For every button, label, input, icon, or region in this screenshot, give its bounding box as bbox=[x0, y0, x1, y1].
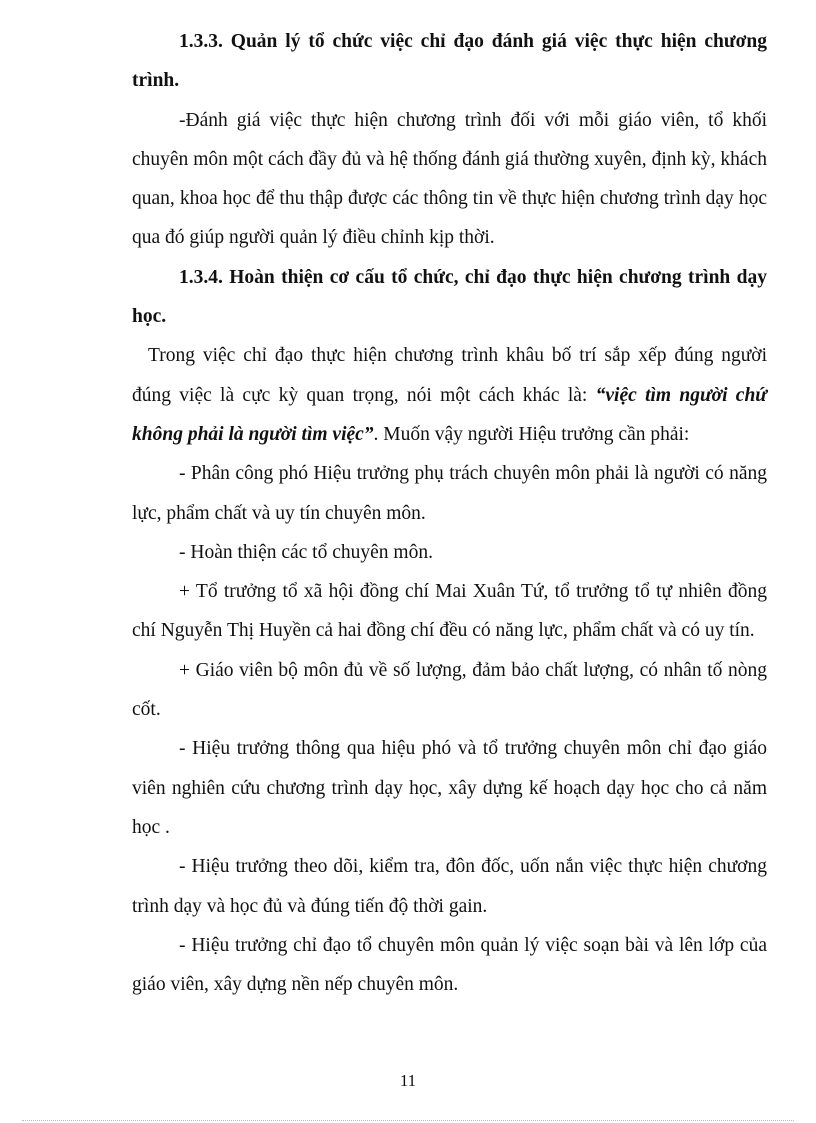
list-item: + Tổ trưởng tổ xã hội đồng chí Mai Xuân Tứ, tổ trưởng tổ tự nhiên đồng chí Nguyễn Thị Huyền cả hai đồng chí đều có năng lực, phẩm chất và có uy tín. bbox=[132, 581, 767, 642]
section-heading-1-3-3: 1.3.3. Quản lý tổ chức việc chỉ đạo đánh giá việc thực hiện chương trình. bbox=[132, 31, 767, 92]
page-number: 11 bbox=[399, 1071, 417, 1090]
list-item: + Giáo viên bộ môn đủ về số lượng, đảm bảo chất lượng, có nhân tố nòng cốt. bbox=[132, 659, 767, 721]
section-heading-1-3-4: 1.3.4. Hoàn thiện cơ cấu tổ chức, chỉ đạo thực hiện chương trình dạy học. bbox=[132, 266, 767, 328]
list-item: - Hiệu trưởng theo dõi, kiểm tra, đôn đốc, uốn nắn việc thực hiện chương trình dạy và học đủ và đúng tiến độ thời gain. bbox=[132, 856, 767, 917]
document-page bbox=[132, 22, 767, 1004]
list-item: - Phân công phó Hiệu trưởng phụ trách chuyên môn phải là người có năng lực, phẩm chất và uy tín chuyên môn. bbox=[132, 463, 767, 524]
intro-quote: “việc tìm người chứ không phải là người tìm việc” bbox=[132, 384, 767, 445]
page-bottom-border bbox=[22, 1120, 794, 1121]
paragraph-evaluation: -Đánh giá việc thực hiện chương trình đối với mỗi giáo viên, tổ khối chuyên môn một cách đầy đủ và hệ thống đánh giá thường xuyên, định kỳ, khách quan, khoa học để thu thập được các thông tin về thực hiện chương trình dạy học qua đó giúp người quản lý điều chỉnh kịp thời. bbox=[132, 109, 767, 249]
paragraph-intro bbox=[132, 336, 767, 454]
list-item: - Hiệu trưởng thông qua hiệu phó và tổ trưởng chuyên môn chỉ đạo giáo viên nghiên cứu chương trình dạy học, xây dựng kế hoạch dạy học cho cả năm học . bbox=[132, 738, 767, 838]
intro-text-after: . Muốn vậy người Hiệu trưởng cần phải: bbox=[373, 423, 690, 445]
list-item: - Hoàn thiện các tổ chuyên môn. bbox=[179, 541, 433, 563]
list-item: - Hiệu trưởng chỉ đạo tổ chuyên môn quản lý việc soạn bài và lên lớp của giáo viên, xây dựng nền nếp chuyên môn. bbox=[132, 934, 767, 996]
intro-text-before: Trong việc chỉ đạo thực hiện chương trình khâu bố trí sắp xếp đúng người đúng việc là cực kỳ quan trọng, nói một cách khác là: bbox=[132, 345, 767, 406]
